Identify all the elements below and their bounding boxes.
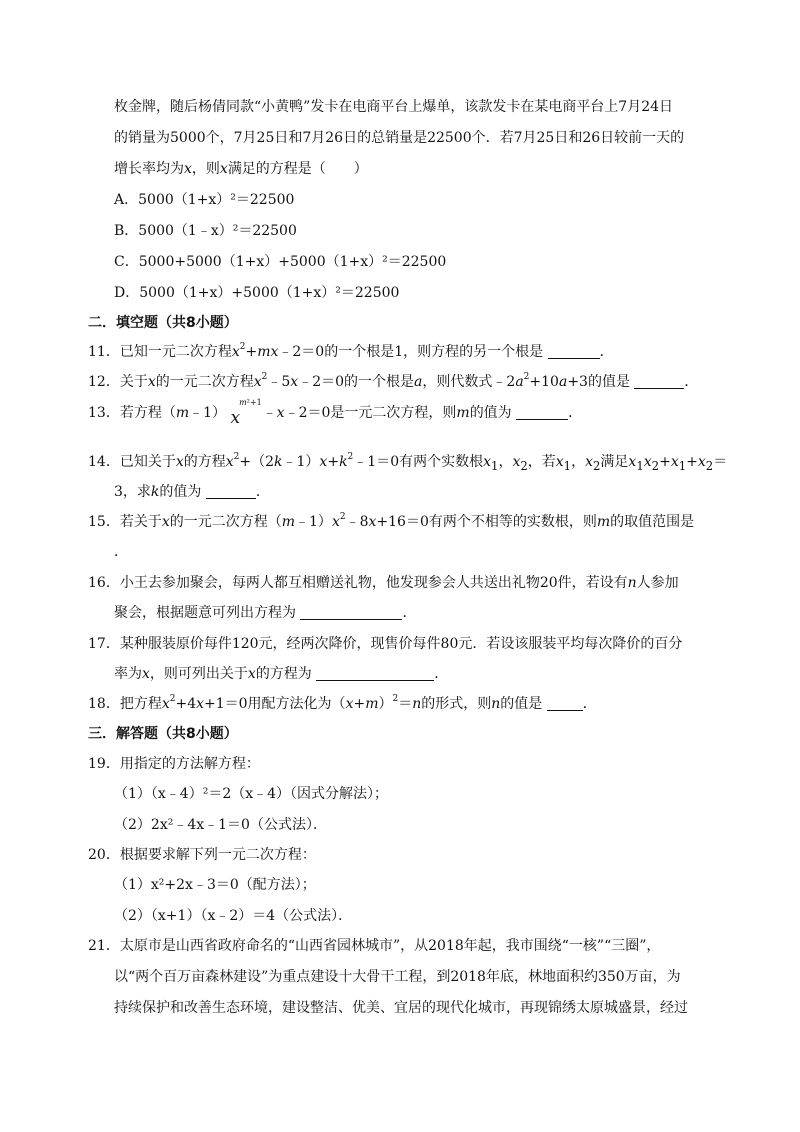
answer-blank-18[interactable] <box>547 696 583 711</box>
question-11: 11．已知一元二次方程$x^2+mx﹣2=0$的一个根是1，则方程的另一个根是 ． <box>88 342 614 360</box>
question-20-part-2: （2）（x+1）（x﹣2）＝4（公式法）． <box>114 908 353 924</box>
question-14-line-2: 3，求k的值为 ． <box>114 484 270 500</box>
question-21-line-3: 持续保护和改善生态环境，建设整洁、优美、宜居的现代化城市，再现锦绣太原城盛景，经过 <box>114 1000 688 1016</box>
answer-blank-14[interactable] <box>206 484 256 499</box>
section-solve-title: 三．解答题（共8小题） <box>88 726 238 742</box>
q10-line-1: 枚金牌，随后杨倩同款“小黄鸭”发卡在电商平台上爆单，该款发卡在某电商平台上7月24日 <box>114 99 674 115</box>
question-14: 14．已知关于x的方程$x^2+(2k﹣1)x+k^2﹣1=0$有两个实数根$x_1$，$x_2$，若$x_1$，$x_2$满足$x_1x_2+x_1+x_2=$ <box>88 452 728 473</box>
answer-blank-11[interactable] <box>548 344 600 359</box>
question-19-part-1: （1）（x﹣4）²＝2（x﹣4）（因式分解法）； <box>114 786 389 802</box>
option-b[interactable]: B．5000（1﹣x）²＝22500 <box>114 223 297 239</box>
question-17: 17．某种服装原价每件120元，经两次降价，现售价每件80元．若设该服装平均每次降价的百分 <box>88 636 683 652</box>
option-a[interactable]: A．5000（1+x）²＝22500 <box>114 192 295 208</box>
question-21-line-2: 以“两个百万亩森林建设”为重点建设十大骨干工程，到2018年底，林地面积约350万亩，为 <box>114 969 681 985</box>
question-13: 13．若方程（m﹣1） $x^{m^2+1}﹣x﹣2=0$是一元二次方程，则m的值为 ． <box>88 398 583 428</box>
option-d[interactable]: D．5000（1+x）+5000（1+x）²＝22500 <box>114 285 400 301</box>
question-18: 18．把方程$x^2+4x+1=0$用配方法化为$(x+m)^2=n$的形式，则n的值是 ． <box>88 694 597 712</box>
answer-blank-17[interactable] <box>316 666 434 681</box>
question-17-line-2: 率为x，则可列出关于x的方程为 ． <box>114 666 449 682</box>
question-12: 12．关于x的一元二次方程$x^2﹣5x﹣2=0$的一个根是a，则代数式$﹣2a^2+10a+3$的值是 ． <box>88 372 699 390</box>
q10-line-3: 增长率均为x，则x满足的方程是（ ） <box>114 161 368 177</box>
question-19: 19．用指定的方法解方程： <box>88 756 260 772</box>
answer-blank-12[interactable] <box>634 374 684 389</box>
question-20: 20．根据要求解下列一元二次方程： <box>88 847 316 863</box>
question-16-line-2: 聚会，根据题意可列出方程为 ． <box>114 605 417 621</box>
option-c[interactable]: C．5000+5000（1+x）+5000（1+x）²＝22500 <box>114 254 447 270</box>
question-20-part-1: （1）x²+2x﹣3＝0（配方法）； <box>114 877 316 893</box>
question-15-line-2: ． <box>114 544 128 560</box>
section-fill-in-title: 二．填空题（共8小题） <box>88 315 238 331</box>
q10-line-2: 的销量为5000个，7月25日和7月26日的总销量是22500个．若7月25日和26日较前一天的 <box>114 130 685 146</box>
question-15: 15．若关于x的一元二次方程$(m﹣1)x^2﹣8x+16=0$有两个不相等的实数根，则m的取值范围是 <box>88 512 695 530</box>
question-21: 21．太原市是山西省政府命名的“山西省园林城市”，从2018年起，我市围绕“一核”“三圈”， <box>88 938 661 954</box>
question-16: 16．小王去参加聚会，每两人都互相赠送礼物，他发现参会人共送出礼物20件，若设有n人参加 <box>88 575 679 591</box>
question-19-part-2: （2）2x²﹣4x﹣1＝0（公式法）． <box>114 817 327 833</box>
answer-blank-16[interactable] <box>300 605 402 620</box>
answer-blank-13[interactable] <box>516 405 568 420</box>
